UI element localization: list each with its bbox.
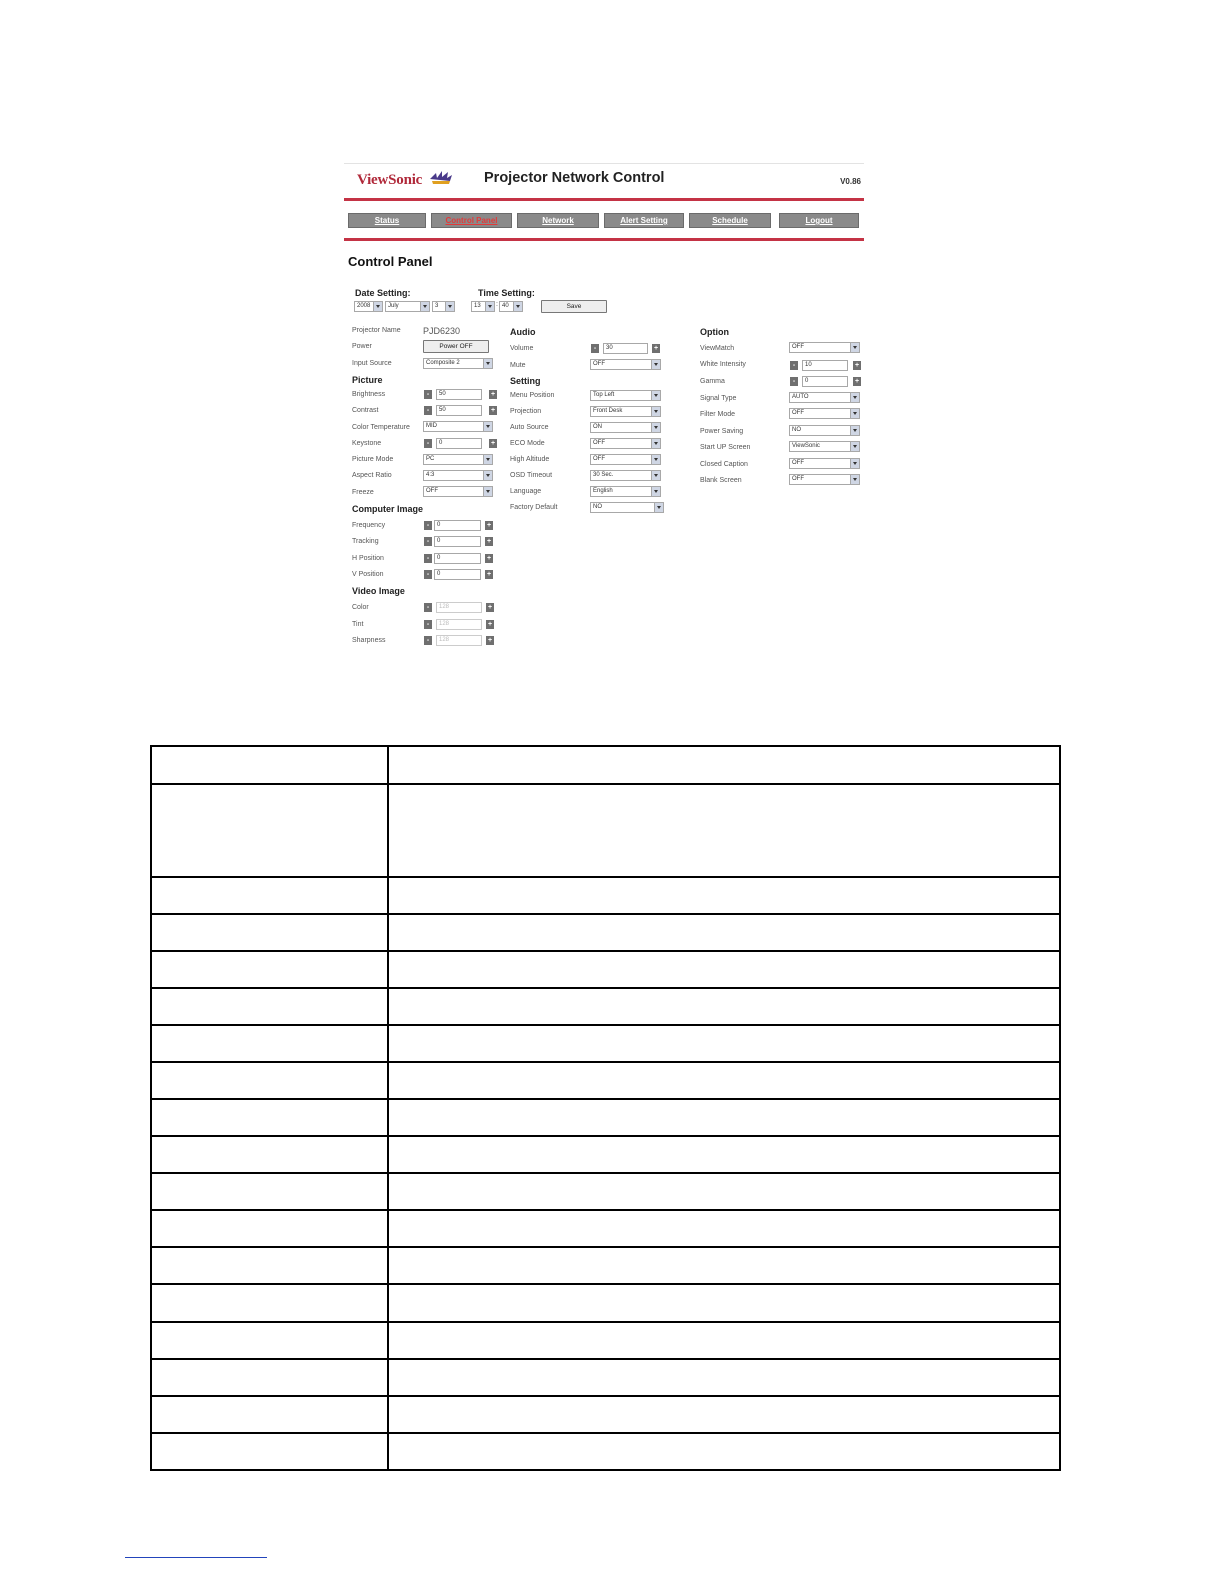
aspect-ratio-select[interactable]: 4:3 — [423, 470, 493, 481]
volume-decrease-button[interactable]: - — [591, 344, 599, 353]
table-row — [151, 877, 1060, 914]
hour-select[interactable]: 13 — [471, 301, 495, 312]
freeze-label: Freeze — [352, 489, 374, 496]
color-decrease-button[interactable]: - — [424, 603, 432, 612]
tracking-increase-button[interactable]: + — [486, 538, 492, 545]
viewsonic-birds-icon — [428, 169, 454, 187]
mute-select[interactable]: OFF — [590, 359, 661, 370]
save-button[interactable]: Save — [541, 300, 607, 313]
nav-control-panel[interactable]: Control Panel — [431, 213, 512, 228]
video-image-title: Video Image — [352, 586, 405, 596]
projector-name-label: Projector Name — [352, 327, 401, 334]
color-temperature-select[interactable]: MID — [423, 421, 493, 432]
projection-label: Projection — [510, 408, 542, 415]
white-intensity-label: White Intensity — [700, 361, 746, 368]
frequency-decrease-button[interactable]: - — [424, 521, 432, 530]
auto-source-select[interactable]: ON — [590, 422, 661, 433]
table-row — [151, 1025, 1060, 1062]
blank-screen-label: Blank Screen — [700, 477, 742, 484]
h-position-label: H Position — [352, 555, 384, 562]
language-select[interactable]: English — [590, 486, 661, 497]
tint-increase-button[interactable]: + — [487, 621, 493, 628]
tracking-input[interactable]: 0 — [434, 536, 481, 547]
minute-select[interactable]: 40 — [499, 301, 523, 312]
year-select[interactable]: 2008 — [354, 301, 383, 312]
viewmatch-label: ViewMatch — [700, 345, 735, 352]
signal-type-select[interactable]: AUTO — [789, 392, 860, 403]
white-intensity-decrease-button[interactable]: - — [790, 361, 798, 370]
high-altitude-label: High Altitude — [510, 456, 550, 463]
table-row — [151, 1359, 1060, 1396]
brightness-input[interactable]: 50 — [436, 389, 482, 400]
keystone-increase-button[interactable]: + — [490, 440, 496, 447]
start-up-screen-select[interactable]: ViewSonic — [789, 441, 860, 452]
picture-mode-select[interactable]: PC — [423, 454, 493, 465]
white-intensity-increase-button[interactable]: + — [854, 362, 860, 369]
viewsonic-logo: ViewSonic — [357, 172, 423, 188]
sharpness-label: Sharpness — [352, 637, 386, 644]
picture-mode-label: Picture Mode — [352, 456, 394, 463]
frequency-increase-button[interactable]: + — [486, 522, 492, 529]
freeze-select[interactable]: OFF — [423, 486, 493, 497]
table-row — [151, 1396, 1060, 1433]
color-temperature-label: Color Temperature — [352, 424, 410, 431]
table-row — [151, 1210, 1060, 1247]
projector-name-value: PJD6230 — [423, 326, 461, 336]
v-position-decrease-button[interactable]: - — [424, 570, 432, 579]
header-divider — [344, 163, 864, 164]
table-row — [151, 1062, 1060, 1099]
table-row — [151, 784, 1060, 877]
volume-increase-button[interactable]: + — [653, 345, 659, 352]
tint-input[interactable]: 128 — [436, 619, 482, 630]
h-position-decrease-button[interactable]: - — [424, 554, 432, 563]
color-increase-button[interactable]: + — [487, 604, 493, 611]
picture-title: Picture — [352, 375, 383, 385]
date-setting-label: Date Setting: — [355, 288, 411, 298]
viewmatch-select[interactable]: OFF — [789, 342, 860, 353]
table-row — [151, 1322, 1060, 1359]
closed-caption-label: Closed Caption — [700, 461, 748, 468]
sharpness-input[interactable]: 128 — [436, 635, 482, 646]
table-row — [151, 1173, 1060, 1210]
eco-mode-label: ECO Mode — [510, 440, 545, 447]
table-row — [151, 1284, 1060, 1322]
v-position-increase-button[interactable]: + — [486, 571, 492, 578]
app-title: Projector Network Control — [484, 170, 665, 186]
computer-image-title: Computer Image — [352, 504, 424, 514]
keystone-label: Keystone — [352, 440, 382, 447]
input-source-select[interactable]: Composite 2 — [423, 358, 493, 369]
brightness-label: Brightness — [352, 391, 386, 398]
menu-position-select[interactable]: Top Left — [590, 390, 661, 401]
v-position-label: V Position — [352, 571, 384, 578]
sharpness-decrease-button[interactable]: - — [424, 636, 432, 645]
contrast-decrease-button[interactable]: - — [424, 406, 432, 415]
mute-label: Mute — [510, 362, 526, 369]
volume-label: Volume — [510, 345, 534, 352]
gamma-increase-button[interactable]: + — [854, 378, 860, 385]
time-setting-label: Time Setting: — [478, 288, 535, 298]
filter-mode-label: Filter Mode — [700, 411, 736, 418]
nav-network[interactable]: Network — [517, 213, 599, 228]
table-row — [151, 988, 1060, 1025]
frequency-input[interactable]: 0 — [434, 520, 481, 531]
day-select[interactable]: 3 — [432, 301, 455, 312]
control-panel-screenshot: ViewSonic Projector Network Control V0.86 Status Control Panel Network Alert Setting Schedule Logout Control Panel Date Setting: Time Setting: 2008 July 3 13 : 40 Save Projector Name PJD6230 Power Power OFF Input Source Composite 2 Picture Brightness - 50 + Contrast - 50 + Color Temperature MID Keystone - 0 + Picture Mode PC Aspect Ratio 4:3 Freeze OFF Computer Image Frequency - 0 + Tracking - 0 + H Position - 0 + V Position - 0 + Video Image Color - 128 + Tint - 128 + Sharpness - 128 + Audio Volume - 30 + Mute OFF Setting Menu Position Top Left Projection Front Desk Auto Source ON ECO Mode OFF High Altitude OFF OSD Timeout 30 Sec. Language English Factory Default NO Option ViewMatch OFF White Intensity - 10 + Gamma - 0 + Signal Type AUTO Filter Mode OFF Power Saving NO Start UP Screen ViewSonic Closed Caption OFF Blank Screen OFF — [344, 163, 864, 655]
keystone-decrease-button[interactable]: - — [424, 439, 432, 448]
auto-source-label: Auto Source — [510, 424, 549, 431]
month-select[interactable]: July — [385, 301, 430, 312]
tint-decrease-button[interactable]: - — [424, 620, 432, 629]
gamma-label: Gamma — [700, 378, 725, 385]
gamma-input[interactable]: 0 — [802, 376, 848, 387]
contrast-input[interactable]: 50 — [436, 405, 482, 416]
option-title: Option — [700, 327, 729, 337]
power-off-button[interactable]: Power OFF — [423, 340, 489, 353]
osd-timeout-label: OSD Timeout — [510, 472, 553, 479]
aspect-ratio-label: Aspect Ratio — [352, 472, 392, 479]
power-saving-select[interactable]: NO — [789, 425, 860, 436]
brightness-decrease-button[interactable]: - — [424, 390, 432, 399]
sharpness-increase-button[interactable]: + — [487, 637, 493, 644]
contrast-label: Contrast — [352, 407, 379, 414]
closed-caption-select[interactable]: OFF — [789, 458, 860, 469]
footer-link-underline[interactable] — [125, 1557, 267, 1558]
audio-title: Audio — [510, 327, 536, 337]
nav-alert-setting[interactable]: Alert Setting — [604, 213, 684, 228]
brightness-increase-button[interactable]: + — [490, 391, 496, 398]
v-position-input[interactable]: 0 — [434, 569, 481, 580]
page-title: Control Panel — [348, 254, 433, 269]
factory-default-label: Factory Default — [510, 504, 558, 511]
eco-mode-select[interactable]: OFF — [590, 438, 661, 449]
tracking-label: Tracking — [352, 538, 379, 545]
white-intensity-input[interactable]: 10 — [802, 360, 848, 371]
nav-status[interactable]: Status — [348, 213, 426, 228]
setting-title: Setting — [510, 376, 541, 386]
h-position-input[interactable]: 0 — [434, 553, 481, 564]
version-label: V0.86 — [840, 177, 861, 186]
signal-type-label: Signal Type — [700, 395, 737, 402]
h-position-increase-button[interactable]: + — [486, 555, 492, 562]
nav-logout[interactable]: Logout — [779, 213, 859, 228]
gamma-decrease-button[interactable]: - — [790, 377, 798, 386]
nav-schedule[interactable]: Schedule — [689, 213, 771, 228]
power-label: Power — [352, 343, 372, 350]
table-row — [151, 914, 1060, 951]
language-label: Language — [510, 488, 542, 495]
description-table — [150, 745, 1061, 1471]
header-rule — [344, 198, 864, 201]
table-row — [151, 746, 1060, 784]
volume-input[interactable]: 30 — [603, 343, 648, 354]
table-row — [151, 1433, 1060, 1470]
table-row — [151, 951, 1060, 988]
input-source-label: Input Source — [352, 360, 392, 367]
tracking-decrease-button[interactable]: - — [424, 537, 432, 546]
start-up-screen-label: Start UP Screen — [700, 444, 751, 451]
nav-rule — [344, 238, 864, 241]
filter-mode-select[interactable]: OFF — [789, 408, 860, 419]
factory-default-select[interactable]: NO — [590, 502, 664, 513]
menu-position-label: Menu Position — [510, 392, 555, 399]
keystone-input[interactable]: 0 — [436, 438, 482, 449]
table-row — [151, 1247, 1060, 1284]
table-row — [151, 1136, 1060, 1173]
tint-label: Tint — [352, 621, 364, 628]
osd-timeout-select[interactable]: 30 Sec. — [590, 470, 661, 481]
power-saving-label: Power Saving — [700, 428, 744, 435]
color-label: Color — [352, 604, 369, 611]
projection-select[interactable]: Front Desk — [590, 406, 661, 417]
table-row — [151, 1099, 1060, 1136]
color-input[interactable]: 128 — [436, 602, 482, 613]
high-altitude-select[interactable]: OFF — [590, 454, 661, 465]
contrast-increase-button[interactable]: + — [490, 407, 496, 414]
frequency-label: Frequency — [352, 522, 386, 529]
blank-screen-select[interactable]: OFF — [789, 474, 860, 485]
